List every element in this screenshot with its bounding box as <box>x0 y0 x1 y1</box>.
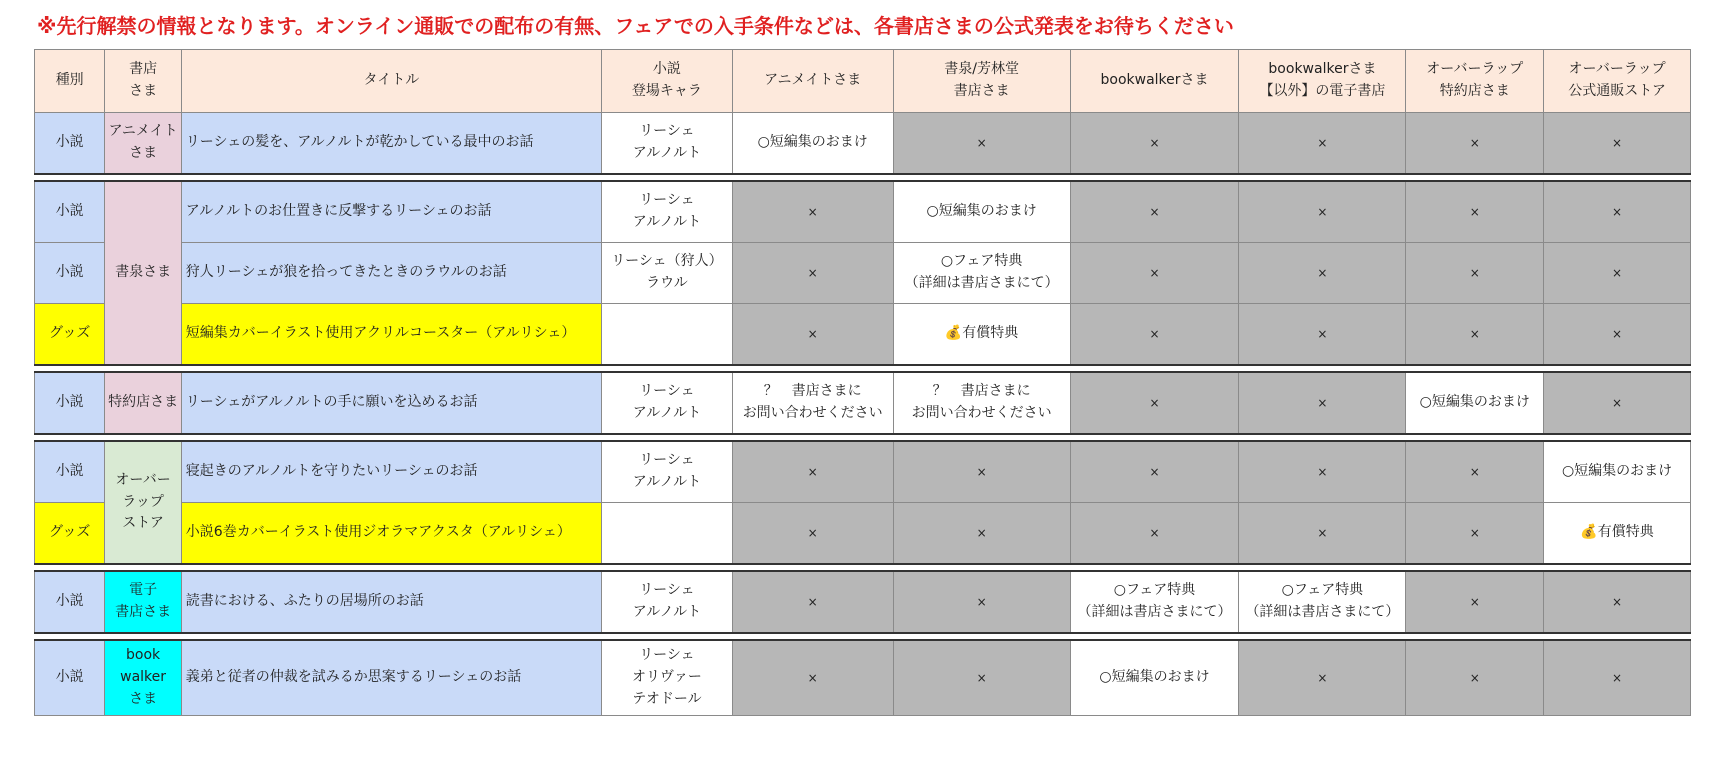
characters-cell: リーシェ（狩人） ラウル <box>602 243 733 304</box>
availability-cell: × <box>732 181 893 243</box>
title-cell: アルノルトのお仕置きに反撃するリーシェのお話 <box>181 181 601 243</box>
availability-cell: ○短編集のおまけ <box>1070 640 1239 716</box>
availability-cell: × <box>732 640 893 716</box>
availability-cell: × <box>732 243 893 304</box>
title-cell: リーシェがアルノルトの手に願いを込めるお話 <box>181 372 601 434</box>
availability-cell: ○フェア特典 （詳細は書店さまにて） <box>1070 571 1239 633</box>
availability-cell: ○短編集のおまけ <box>1406 372 1544 434</box>
store-cell: オーバー ラップ ストア <box>105 441 181 564</box>
availability-cell: × <box>1239 503 1406 565</box>
column-header: オーバーラップ 公式通販ストア <box>1544 50 1691 113</box>
group-separator <box>35 365 1691 372</box>
group-separator <box>35 174 1691 181</box>
availability-cell: × <box>732 571 893 633</box>
availability-cell: × <box>893 441 1070 503</box>
characters-cell <box>602 304 733 366</box>
column-header: 書泉/芳林堂 書店さま <box>893 50 1070 113</box>
availability-cell: × <box>1239 372 1406 434</box>
title-cell: 短編集カバーイラスト使用アクリルコースター（アルリシェ） <box>181 304 601 366</box>
availability-cell: ○フェア特典 （詳細は書店さまにて） <box>893 243 1070 304</box>
type-cell: 小説 <box>35 640 105 716</box>
column-header: タイトル <box>181 50 601 113</box>
availability-cell: ○短編集のおまけ <box>732 113 893 175</box>
store-cell: book walker さま <box>105 640 181 716</box>
type-cell: 小説 <box>35 571 105 633</box>
availability-cell: ○短編集のおまけ <box>1544 441 1691 503</box>
characters-cell: リーシェ アルノルト <box>602 181 733 243</box>
title-cell: 寝起きのアルノルトを守りたいリーシェのお話 <box>181 441 601 503</box>
table-row <box>35 503 1691 565</box>
column-header: bookwalkerさま <box>1070 50 1239 113</box>
availability-cell: ？ 書店さまに お問い合わせください <box>893 372 1070 434</box>
title-cell: 小説6巻カバーイラスト使用ジオラマアクスタ（アルリシェ） <box>181 503 601 565</box>
availability-cell: × <box>893 640 1070 716</box>
characters-cell: リーシェ アルノルト <box>602 372 733 434</box>
bonus-distribution-table <box>34 49 1691 716</box>
availability-cell: × <box>1239 113 1406 175</box>
table-row <box>35 640 1691 716</box>
table-row <box>35 181 1691 243</box>
availability-cell: × <box>1070 503 1239 565</box>
availability-cell: 💰有償特典 <box>1544 503 1691 565</box>
availability-cell: × <box>1070 243 1239 304</box>
type-cell: 小説 <box>35 113 105 175</box>
store-cell: 電子 書店さま <box>105 571 181 633</box>
characters-cell: リーシェ オリヴァー テオドール <box>602 640 733 716</box>
characters-cell <box>602 503 733 565</box>
title-cell: リーシェの髪を、アルノルトが乾かしている最中のお話 <box>181 113 601 175</box>
availability-cell: × <box>1544 372 1691 434</box>
group-separator <box>35 633 1691 640</box>
group-separator <box>35 564 1691 571</box>
availability-cell: × <box>1239 181 1406 243</box>
advance-notice: ※先行解禁の情報となります。オンライン通販での配布の有無、フェアでの入手条件などは、各書店さまの公式発表をお待ちください <box>37 14 1234 38</box>
availability-cell: × <box>732 503 893 565</box>
title-cell: 義弟と従者の仲裁を試みるか思案するリーシェのお話 <box>181 640 601 716</box>
availability-cell: × <box>1239 441 1406 503</box>
type-cell: グッズ <box>35 503 105 565</box>
availability-cell: × <box>1239 243 1406 304</box>
availability-cell: × <box>1406 640 1544 716</box>
availability-cell: × <box>1239 640 1406 716</box>
type-cell: 小説 <box>35 243 105 304</box>
availability-cell: × <box>1070 372 1239 434</box>
type-cell: 小説 <box>35 372 105 434</box>
store-cell: 特約店さま <box>105 372 181 434</box>
type-cell: グッズ <box>35 304 105 366</box>
header-row <box>35 50 1691 113</box>
characters-cell: リーシェ アルノルト <box>602 441 733 503</box>
store-cell: アニメイト さま <box>105 113 181 175</box>
table-row <box>35 571 1691 633</box>
availability-cell: 💰有償特典 <box>893 304 1070 366</box>
availability-cell: ○短編集のおまけ <box>893 181 1070 243</box>
column-header: 書店 さま <box>105 50 181 113</box>
availability-cell: × <box>1544 640 1691 716</box>
availability-cell: × <box>1544 304 1691 366</box>
availability-cell: ○フェア特典 （詳細は書店さまにて） <box>1239 571 1406 633</box>
availability-cell: × <box>893 571 1070 633</box>
availability-cell: × <box>1406 503 1544 565</box>
table-row <box>35 441 1691 503</box>
availability-cell: × <box>1406 304 1544 366</box>
availability-cell: × <box>1544 113 1691 175</box>
availability-cell: × <box>1239 304 1406 366</box>
availability-cell: × <box>1070 181 1239 243</box>
availability-cell: × <box>1406 243 1544 304</box>
title-cell: 狩人リーシェが狼を拾ってきたときのラウルのお話 <box>181 243 601 304</box>
availability-cell: × <box>1406 441 1544 503</box>
title-cell: 読書における、ふたりの居場所のお話 <box>181 571 601 633</box>
availability-cell: × <box>893 113 1070 175</box>
availability-cell: × <box>732 304 893 366</box>
type-cell: 小説 <box>35 181 105 243</box>
availability-cell: × <box>1070 304 1239 366</box>
type-cell: 小説 <box>35 441 105 503</box>
group-separator <box>35 434 1691 441</box>
characters-cell: リーシェ アルノルト <box>602 113 733 175</box>
table-row <box>35 113 1691 175</box>
table-row <box>35 243 1691 304</box>
table-row <box>35 372 1691 434</box>
table-row <box>35 304 1691 366</box>
availability-cell: ？ 書店さまに お問い合わせください <box>732 372 893 434</box>
column-header: オーバーラップ 特約店さま <box>1406 50 1544 113</box>
store-cell: 書泉さま <box>105 181 181 365</box>
characters-cell: リーシェ アルノルト <box>602 571 733 633</box>
column-header: 種別 <box>35 50 105 113</box>
availability-cell: × <box>1544 181 1691 243</box>
availability-cell: × <box>732 441 893 503</box>
column-header: アニメイトさま <box>732 50 893 113</box>
column-header: 小説 登場キャラ <box>602 50 733 113</box>
availability-cell: × <box>1544 571 1691 633</box>
availability-cell: × <box>1070 113 1239 175</box>
availability-cell: × <box>1070 441 1239 503</box>
availability-cell: × <box>1544 243 1691 304</box>
availability-cell: × <box>893 503 1070 565</box>
availability-cell: × <box>1406 113 1544 175</box>
availability-cell: × <box>1406 181 1544 243</box>
availability-cell: × <box>1406 571 1544 633</box>
column-header: bookwalkerさま 【以外】の電子書店 <box>1239 50 1406 113</box>
